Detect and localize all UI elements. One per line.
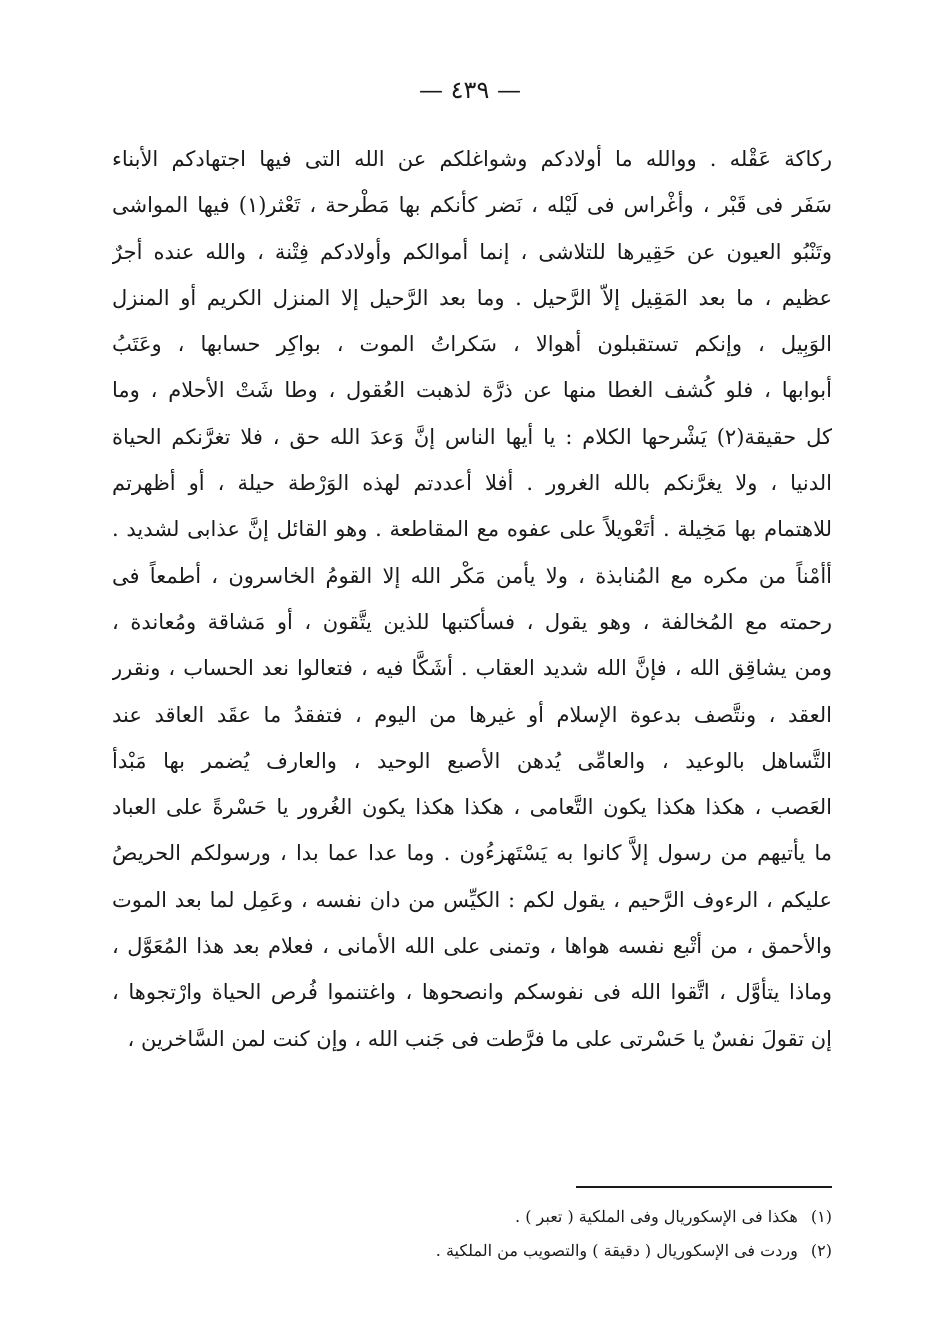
text-line: العقد ، ونتَّصف بدعوة الإسلام أو غيرها من اليوم ، فتفقدُ ما عقَد العاقد عند [112, 702, 832, 727]
footnote-text: وردت فى الإسكوريال ( دقيقة ) والتصويب من الملكية . [435, 1241, 798, 1260]
text-line: إن تقولَ نفسٌ يا حَسْرتى على ما فرَّطت فى جَنب الله ، وإن كنت لمن السَّاخرين ، [127, 1026, 832, 1051]
page-number: — ٤٣٩ — [419, 76, 521, 104]
text-line: سَفَر فى قَبْر ، وأغْراس فى لَيْله ، نَضر كأنكم بها مَطْرحة ، تَعْثر(١) فيها المواشى [112, 193, 832, 218]
text-line: عليكم ، الرءوف الرَّحيم ، يقول لكم : الكيِّس من دان نفسه ، وعَمِل لما بعد الموت [112, 887, 832, 912]
text-line: للاهتمام بها مَخِيلة . أتَعْويلاً على عفوه مع المقاطعة . وهو القائل إنَّ عذابى لشديد . [112, 517, 832, 542]
text-line: رحمته مع المُخالفة ، وهو يقول ، فسأكتبها للذين يتَّقون ، أو مَشاقة ومُعاندة ، [112, 609, 832, 634]
text-line: ومن يشاقِق الله ، فإنَّ الله شديد العقاب . أشَكَّا فيه ، فتعالوا نعد الحساب ، ونقرر [112, 656, 832, 681]
footnote [300, 1200, 832, 1234]
text-line: ما يأتيهم من رسول إلاَّ كانوا به يَسْتَهزءُون . وما عدا عما بدا ، ورسولكم الحريصُ [112, 841, 832, 866]
body-text [112, 136, 832, 1062]
text-line: وتَنْبُو العيون عن حَقِيرها للتلاشى ، إنما أموالكم وأولادكم فِتْنة ، والله عنده أجرٌ [112, 239, 832, 264]
text-line: وماذا يتأوَّل ، اتَّقوا الله فى نفوسكم وانصحوها ، واغتنموا فُرص الحياة وارْتجوها ، [112, 980, 832, 1005]
text-line: الدنيا ، ولا يغرَّنكم بالله الغرور . أفلا أعددتم لهذه الوَرْطة حيلة ، أو أظهرتم [112, 471, 832, 496]
footnote-text: هكذا فى الإسكوريال وفى الملكية ( تعبر ) . [515, 1207, 798, 1226]
footnote-number: (١) [810, 1207, 832, 1226]
text-line: والأحمق ، من أتْبع نفسه هواها ، وتمنى على الله الأمانى ، فعلام بعد هذا المُعَوَّل ، [112, 934, 832, 959]
footnote-divider [576, 1186, 832, 1188]
text-line: ركاكة عَقْله . ووالله ما أولادكم وشواغلكم عن الله التى فيها اجتهادكم الأبناء [112, 147, 832, 171]
text-line: العَصب ، هكذا هكذا يكون التَّعامى ، هكذا هكذا يكون الغُرور يا حَسْرةً على العباد [112, 795, 832, 820]
text-line: عظيم ، ما بعد المَقِيل إلاّ الرَّحيل . وما بعد الرَّحيل إلا المنزل الكريم أو المنزل [112, 285, 832, 310]
text-line: أبوابها ، فلو كُشف الغطا منها عن ذرَّة لذهبت العُقول ، وطا شَتْ الأحلام ، وما [112, 378, 832, 403]
footnotes [300, 1200, 832, 1268]
text-line: التَّساهل بالوعيد ، والعامِّى يُدهن الأصبع الوحيد ، والعارف يُضمر بها مَبْدأ [112, 748, 832, 773]
text-line: الوَبِيل ، وإنكم تستقبلون أهوالا ، سَكراتُ الموت ، بواكِر حسابها ، وعَتَبُ [112, 332, 832, 357]
text-line: أأمْناً من مكره مع المُنابذة ، ولا يأمن مَكْر الله إلا القومُ الخاسرون ، أطمعاً فى [112, 563, 832, 588]
footnote [300, 1234, 832, 1268]
footnote-number: (٢) [810, 1241, 832, 1260]
text-line: كل حقيقة(٢) يَشْرحها الكلام : يا أيها الناس إنَّ وَعدَ الله حق ، فلا تغرَّنكم الحياة [112, 424, 832, 449]
